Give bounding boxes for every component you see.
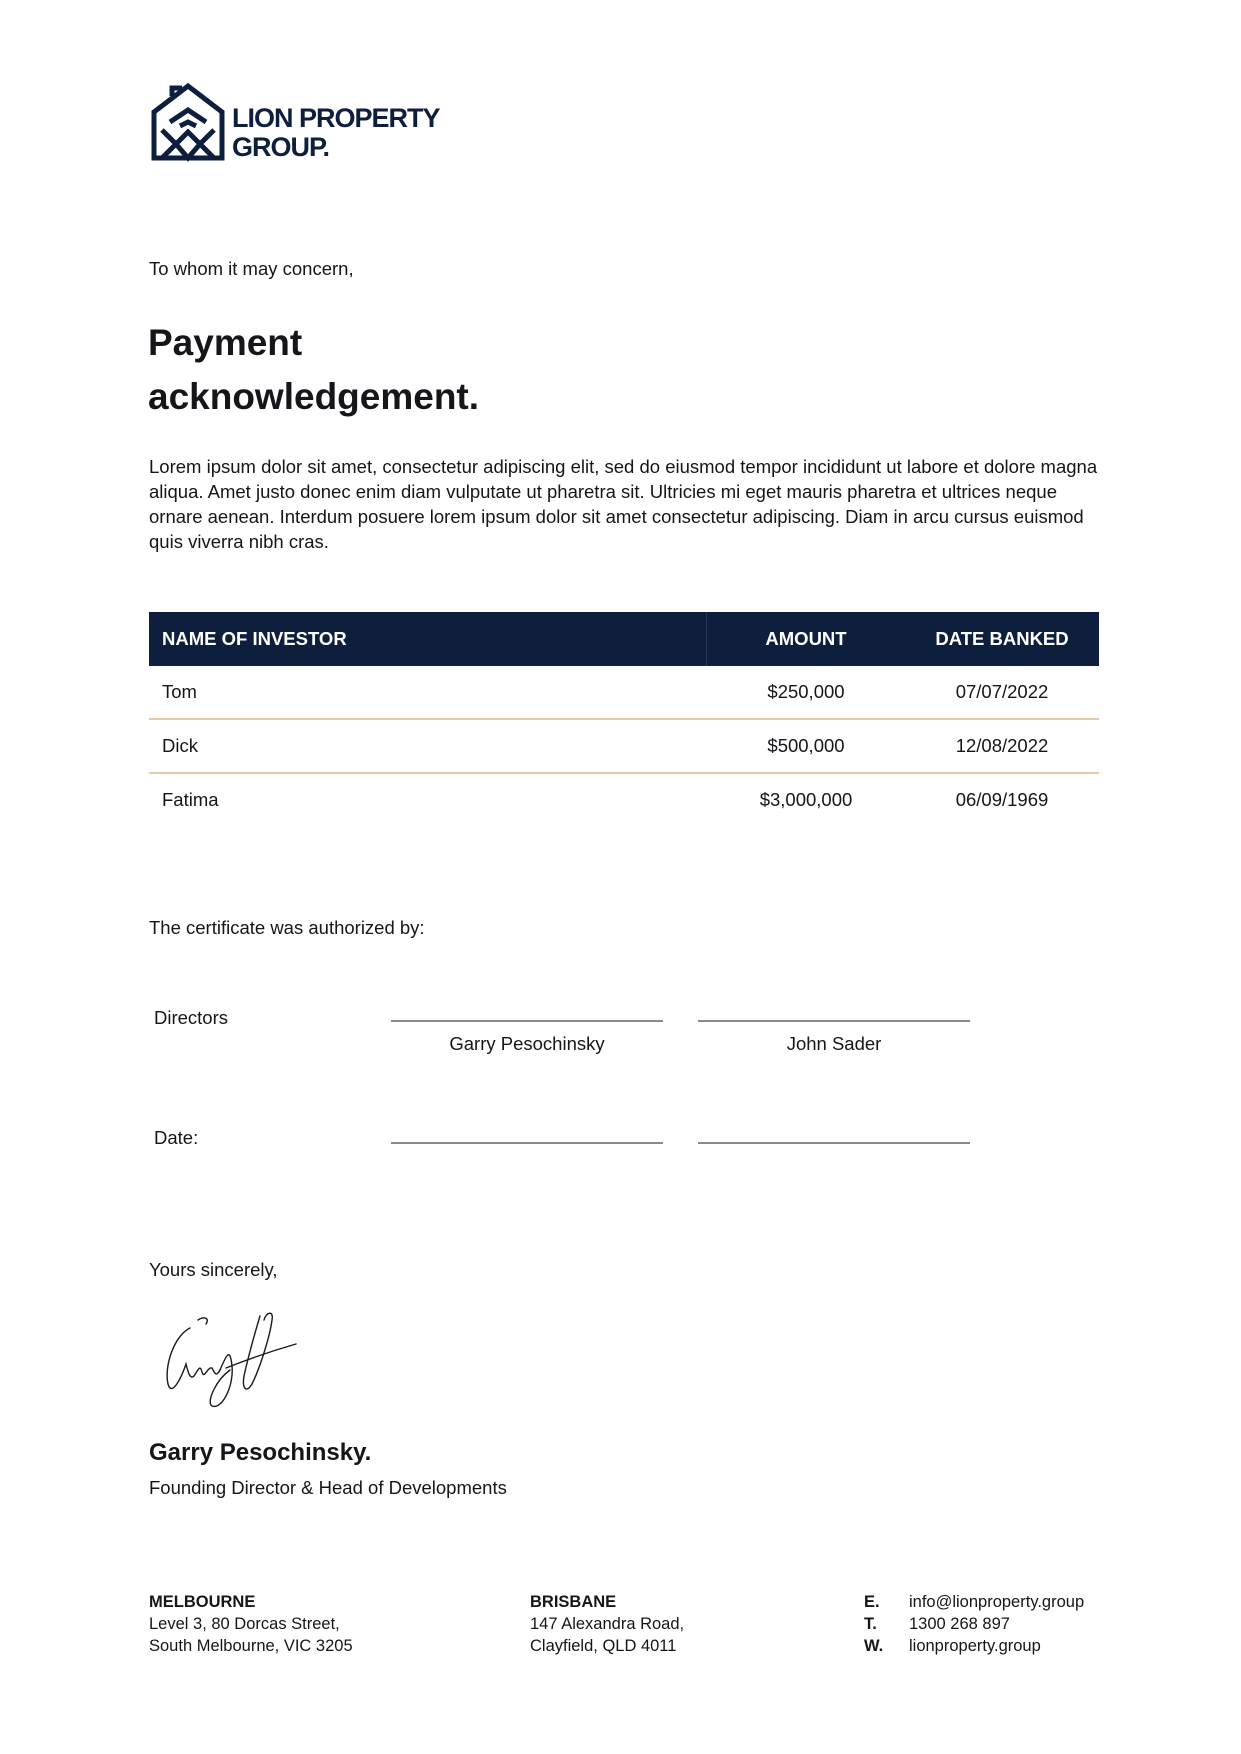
amount-cell: $3,000,000 xyxy=(759,789,853,810)
page-title xyxy=(148,316,748,424)
lion-house-logo-icon xyxy=(150,82,226,162)
phone-link[interactable]: 1300 268 897 xyxy=(909,1615,1010,1633)
melbourne-line1: Level 3, 80 Dorcas Street, xyxy=(149,1615,340,1633)
title-line1: Payment xyxy=(148,322,303,363)
closing-salutation: Yours sincerely, xyxy=(149,1259,278,1280)
table-row xyxy=(149,774,1099,826)
contact-web-row xyxy=(864,1635,1084,1657)
web-key: W. xyxy=(864,1637,884,1655)
footer-contact xyxy=(864,1591,1084,1657)
email-link[interactable]: info@lionproperty.group xyxy=(909,1593,1085,1611)
header-amount: AMOUNT xyxy=(765,628,847,649)
melbourne-line2: South Melbourne, VIC 3205 xyxy=(149,1637,353,1655)
footer-brisbane-address xyxy=(530,1591,684,1657)
signer-name: Garry Pesochinsky. xyxy=(149,1439,372,1466)
contact-email-row xyxy=(864,1591,1084,1613)
date-cell: 06/09/1969 xyxy=(955,789,1049,810)
web-link[interactable]: lionproperty.group xyxy=(909,1637,1041,1655)
director2-name: John Sader xyxy=(786,1033,882,1054)
company-logo xyxy=(150,82,450,164)
phone-key: T. xyxy=(864,1615,877,1633)
title-line2: acknowledgement. xyxy=(148,376,480,417)
date1-line xyxy=(391,1142,663,1144)
table-row xyxy=(149,666,1099,720)
investor-name-cell: Dick xyxy=(162,735,198,756)
header-date-banked: DATE BANKED xyxy=(935,628,1069,649)
logo-wordmark xyxy=(232,104,440,162)
amount-cell: $250,000 xyxy=(767,681,845,702)
date2-line xyxy=(698,1142,970,1144)
email-key: E. xyxy=(864,1593,880,1611)
investor-name-cell: Fatima xyxy=(162,789,219,810)
greeting: To whom it may concern, xyxy=(149,258,354,279)
directors-label: Directors xyxy=(154,1007,229,1028)
authorization-intro: The certificate was authorized by: xyxy=(149,917,425,938)
table-header xyxy=(149,612,1099,666)
director1-signature-line xyxy=(391,1020,663,1022)
signer-role: Founding Director & Head of Developments xyxy=(149,1477,507,1498)
table-row xyxy=(149,720,1099,774)
logo-text-line1: LION PROPERTY xyxy=(232,103,440,133)
date-label: Date: xyxy=(154,1127,199,1148)
brisbane-heading: BRISBANE xyxy=(530,1593,617,1611)
director2-signature-line xyxy=(698,1020,970,1022)
brisbane-line2: Clayfield, QLD 4011 xyxy=(530,1637,677,1655)
amount-cell: $500,000 xyxy=(767,735,845,756)
handwritten-signature xyxy=(160,1306,300,1416)
footer-melbourne-address xyxy=(149,1591,353,1657)
investor-table xyxy=(149,612,1099,826)
investor-name-cell: Tom xyxy=(162,681,197,702)
brisbane-line1: 147 Alexandra Road, xyxy=(530,1615,685,1633)
date-cell: 12/08/2022 xyxy=(955,735,1049,756)
date-cell: 07/07/2022 xyxy=(955,681,1049,702)
logo-text-line2: GROUP. xyxy=(232,132,330,162)
body-paragraph: Lorem ipsum dolor sit amet, consectetur adipiscing elit, sed do eiusmod tempor incididunt ut labore et dolore magna aliqua. Amet justo donec enim diam vulputate ut pharetra sit. Ultricies mi eget mauris pharetra et ultrices neque ornare aenean. Interdum posuere lorem ipsum dolor sit amet consectetur adipiscing. Diam in arcu cursus euismod quis viverra nibh cras. xyxy=(149,456,1098,552)
contact-phone-row xyxy=(864,1613,1084,1635)
header-name-of-investor: NAME OF INVESTOR xyxy=(149,612,707,666)
melbourne-heading: MELBOURNE xyxy=(149,1593,256,1611)
director1-name: Garry Pesochinsky xyxy=(449,1033,605,1054)
